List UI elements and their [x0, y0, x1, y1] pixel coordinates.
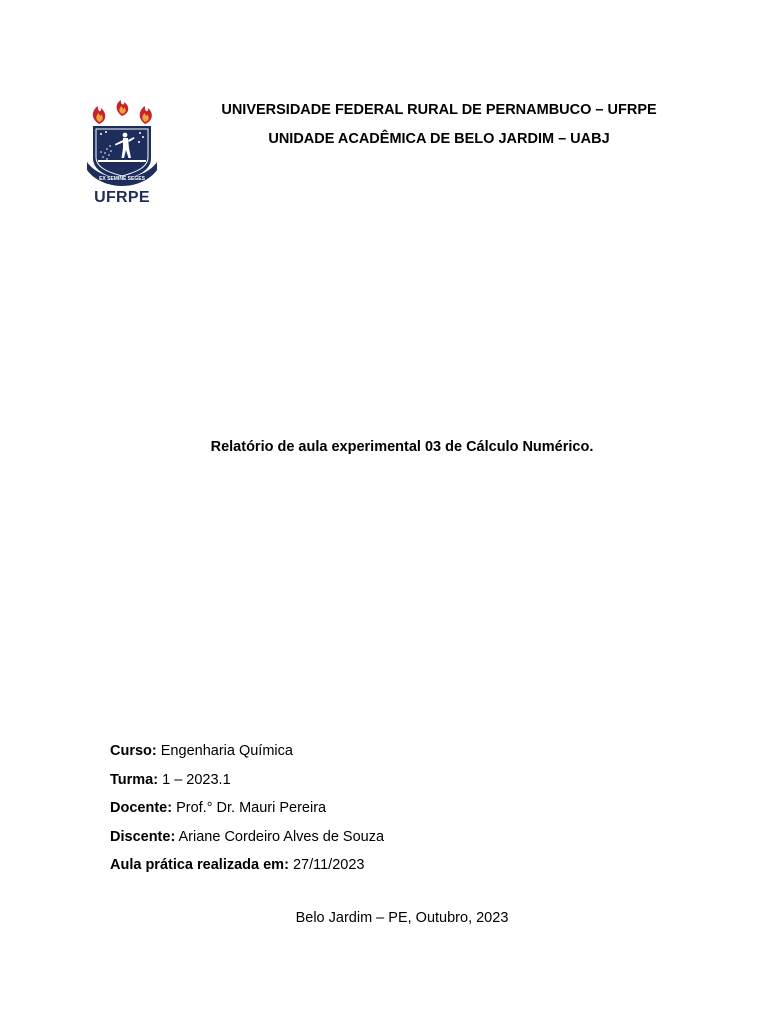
academic-unit-name: UNIDADE ACADÊMICA DE BELO JARDIM – UABJ — [268, 131, 610, 147]
ufrpe-crest-icon — [84, 100, 160, 186]
discente-value: Ariane Cordeiro Alves de Souza — [178, 828, 385, 845]
university-name: UNIVERSIDADE FEDERAL RURAL DE PERNAMBUCO – UFRPE — [221, 102, 657, 118]
place-and-date: Belo Jardim – PE, Outubro, 2023 — [295, 910, 509, 926]
info-row-docente — [110, 799, 384, 828]
logo-acronym: UFRPE — [94, 189, 150, 206]
crest-motto: EX SEMINE SEGES — [99, 176, 145, 182]
left-torch-flame — [93, 106, 105, 124]
data-aula-value: 27/11/2023 — [292, 857, 365, 873]
info-row-data-aula — [110, 856, 384, 885]
center-torch-flame — [117, 100, 129, 116]
info-row-turma — [110, 771, 384, 800]
report-info-block — [110, 742, 384, 885]
turma-value: 1 – 2023.1 — [162, 771, 231, 788]
report-title: Relatório de aula experimental 03 de Cálculo Numérico. — [210, 439, 594, 455]
right-torch-flame — [140, 106, 152, 124]
info-row-curso — [110, 742, 384, 771]
curso-label: Curso: — [110, 743, 157, 759]
turma-label: Turma: — [110, 771, 159, 788]
data-aula-label: Aula prática realizada em: — [110, 857, 289, 873]
info-row-discente — [110, 828, 384, 857]
docente-value: Prof.° Dr. Mauri Pereira — [176, 800, 327, 816]
curso-value: Engenharia Química — [160, 743, 293, 759]
ufrpe-logo — [84, 100, 160, 208]
discente-label: Discente: — [110, 828, 176, 845]
docente-label: Docente: — [110, 800, 173, 816]
